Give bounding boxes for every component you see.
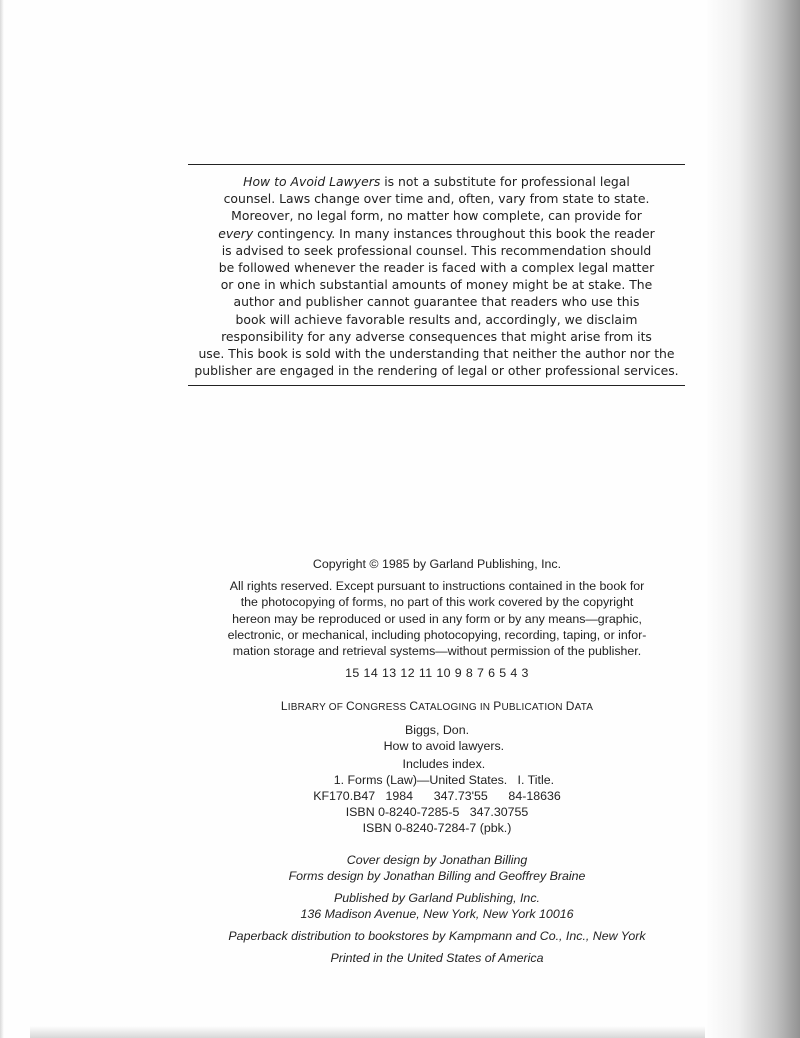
disclaimer-line-2: counsel. Laws change over time and, often, vary from state to state. bbox=[223, 191, 650, 207]
disclaimer-line-12: publisher are engaged in the rendering of legal or other professional services. bbox=[194, 363, 679, 379]
disclaimer-line-11: use. This book is sold with the understanding that neither the author nor the bbox=[198, 346, 675, 362]
disclaimer-line-7: or one in which substantial amounts of money might be at stake. The bbox=[220, 277, 653, 293]
rights-line: All rights reserved. Except pursuant to instructions contained in the book for bbox=[229, 579, 645, 594]
publisher-address: 136 Madison Avenue, New York, New York 10016 bbox=[300, 907, 574, 921]
production-credits bbox=[222, 852, 652, 966]
copyright-line: Copyright © 1985 by Garland Publishing, Inc. bbox=[312, 557, 562, 571]
copyright-notice bbox=[222, 556, 652, 681]
forms-design-credit: Forms design by Jonathan Billing and Geoffrey Braine bbox=[288, 869, 586, 883]
disclaimer-line-4: every contingency. In many instances throughout this book the reader bbox=[218, 225, 655, 241]
page-left-edge bbox=[0, 0, 4, 1038]
printing-number-line: 15 14 13 12 11 10 9 8 7 6 5 4 3 bbox=[345, 666, 529, 681]
distribution-line: Paperback distribution to bookstores by Kampmann and Co., Inc., New York bbox=[228, 929, 646, 943]
printed-in-line: Printed in the United States of America bbox=[330, 951, 544, 965]
disclaimer-line-3: Moreover, no legal form, no matter how complete, can provide for bbox=[231, 208, 642, 224]
cip-subjects: 1. Forms (Law)—United States. I. Title. bbox=[319, 773, 555, 787]
cip-author: Biggs, Don. bbox=[404, 723, 470, 737]
legal-disclaimer-box bbox=[188, 164, 685, 386]
disclaimer-line-5: is advised to seek professional counsel. This recommendation should bbox=[221, 242, 652, 258]
publisher-line: Published by Garland Publishing, Inc. bbox=[334, 891, 540, 905]
disclaimer-line-1: How to Avoid Lawyers is not a substitute for professional legal bbox=[243, 174, 630, 189]
book-title: How to Avoid Lawyers bbox=[243, 174, 381, 189]
cip-call-number: KF170.B47 1984 347.73'55 84-18636 bbox=[313, 789, 561, 803]
emphasis-every: every bbox=[218, 225, 254, 241]
disclaimer-line-9: book will achieve favorable results and, accordingly, we disclaim bbox=[235, 311, 638, 327]
rights-line: hereon may be reproduced or used in any form or by any means—graphic, bbox=[232, 611, 642, 626]
cip-note: Includes index. bbox=[388, 757, 486, 771]
cover-design-credit: Cover design by Jonathan Billing bbox=[346, 853, 528, 867]
rights-reserved-paragraph bbox=[222, 578, 652, 659]
cip-title: How to avoid lawyers. bbox=[369, 739, 505, 753]
cip-data-block bbox=[222, 698, 652, 836]
cip-isbn-cloth: ISBN 0-8240-7285-5 347.30755 bbox=[345, 805, 529, 819]
page-spine-shadow bbox=[705, 0, 800, 1038]
rights-line: the photocopying of forms, no part of this work covered by the copyright bbox=[240, 595, 634, 610]
cip-entry bbox=[222, 722, 652, 836]
rights-line: mation storage and retrieval systems—without permission of the publisher. bbox=[232, 644, 642, 659]
cip-heading: LIBRARY OF CONGRESS CATALOGING IN PUBLICATION DATA bbox=[280, 699, 594, 713]
rights-line: electronic, or mechanical, including photocopying, recording, taping, or infor- bbox=[227, 627, 647, 642]
disclaimer-line-6: be followed whenever the reader is faced with a complex legal matter bbox=[218, 260, 655, 276]
disclaimer-line-10: responsibility for any adverse consequences that might arise from its bbox=[221, 328, 652, 344]
page-bottom-edge bbox=[30, 1026, 705, 1038]
disclaimer-line-8: author and publisher cannot guarantee that readers who use this bbox=[233, 294, 640, 310]
cip-isbn-paper: ISBN 0-8240-7284-7 (pbk.) bbox=[362, 821, 512, 835]
